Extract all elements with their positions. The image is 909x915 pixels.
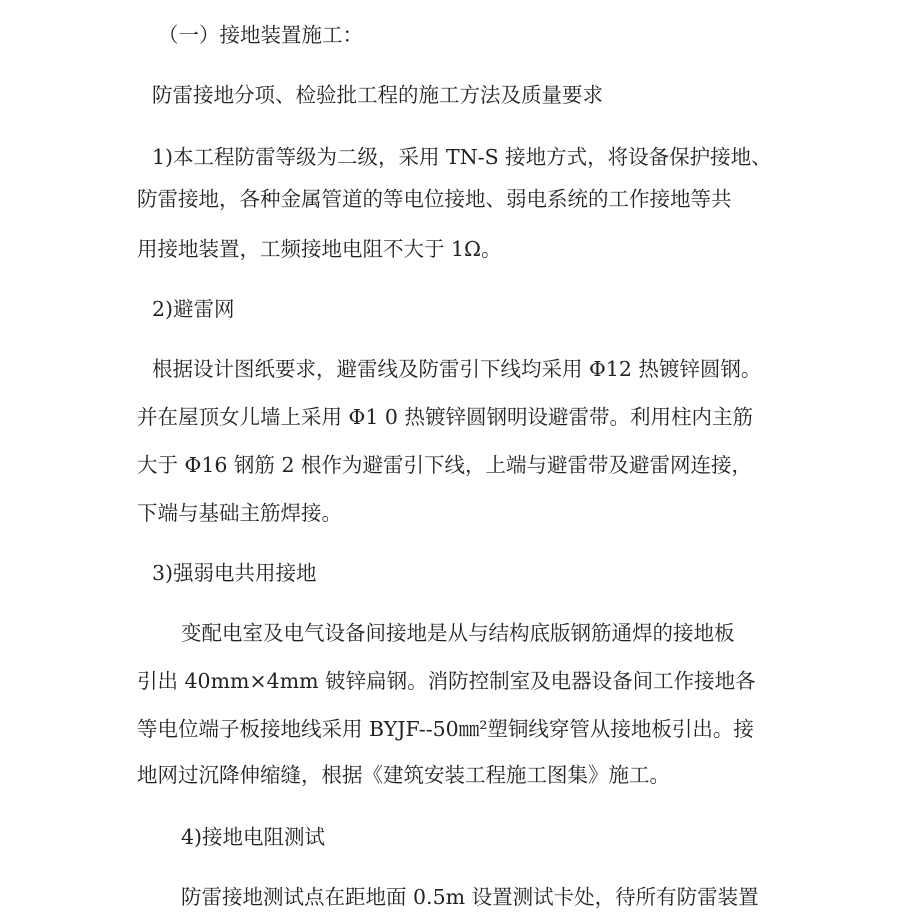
paragraph-3-line-2: 引出 40mm×4mm 铍锌扁钢。消防控制室及电器设备间工作接地各 bbox=[137, 669, 756, 693]
subsection-heading: 防雷接地分项、检验批工程的施工方法及质量要求 bbox=[152, 83, 603, 107]
paragraph-2-line-1: 根据设计图纸要求，避雷线及防雷引下线均采用 Φ12 热镀锌圆钢。 bbox=[152, 357, 762, 381]
paragraph-2-line-2: 并在屋顶女儿墙上采用 Φ1 0 热镀锌圆钢明设避雷带。利用柱内主筋 bbox=[137, 405, 753, 429]
section-3-title: 3)强弱电共用接地 bbox=[152, 561, 317, 585]
paragraph-3-line-4: 地网过沉降伸缩缝，根据《建筑安装工程施工图集》施工。 bbox=[137, 763, 670, 787]
paragraph-1-line-3: 用接地装置，工频接地电阻不大于 1Ω。 bbox=[137, 237, 502, 261]
paragraph-1-line-1: 1)本工程防雷等级为二级，采用 TN-S 接地方式，将设备保护接地、 bbox=[152, 145, 772, 169]
paragraph-2-line-4: 下端与基础主筋焊接。 bbox=[137, 501, 342, 525]
section-4-title: 4)接地电阻测试 bbox=[181, 825, 326, 849]
paragraph-1-line-2: 防雷接地，各种金属管道的等电位接地、弱电系统的工作接地等共 bbox=[137, 187, 732, 211]
paragraph-3-line-3: 等电位端子板接地线采用 BYJF--50㎜²塑铜线穿管从接地板引出。接 bbox=[137, 717, 754, 741]
paragraph-4-line-1: 防雷接地测试点在距地面 0.5m 设置测试卡处，待所有防雷装置 bbox=[181, 885, 759, 909]
paragraph-2-line-3: 大于 Φ16 钢筋 2 根作为避雷引下线，上端与避雷带及避雷网连接， bbox=[137, 453, 752, 477]
section-heading: （一）接地装置施工： bbox=[158, 23, 363, 47]
section-2-title: 2)避雷网 bbox=[152, 297, 235, 321]
paragraph-3-line-1: 变配电室及电气设备间接地是从与结构底版钢筋通焊的接地板 bbox=[181, 621, 735, 645]
